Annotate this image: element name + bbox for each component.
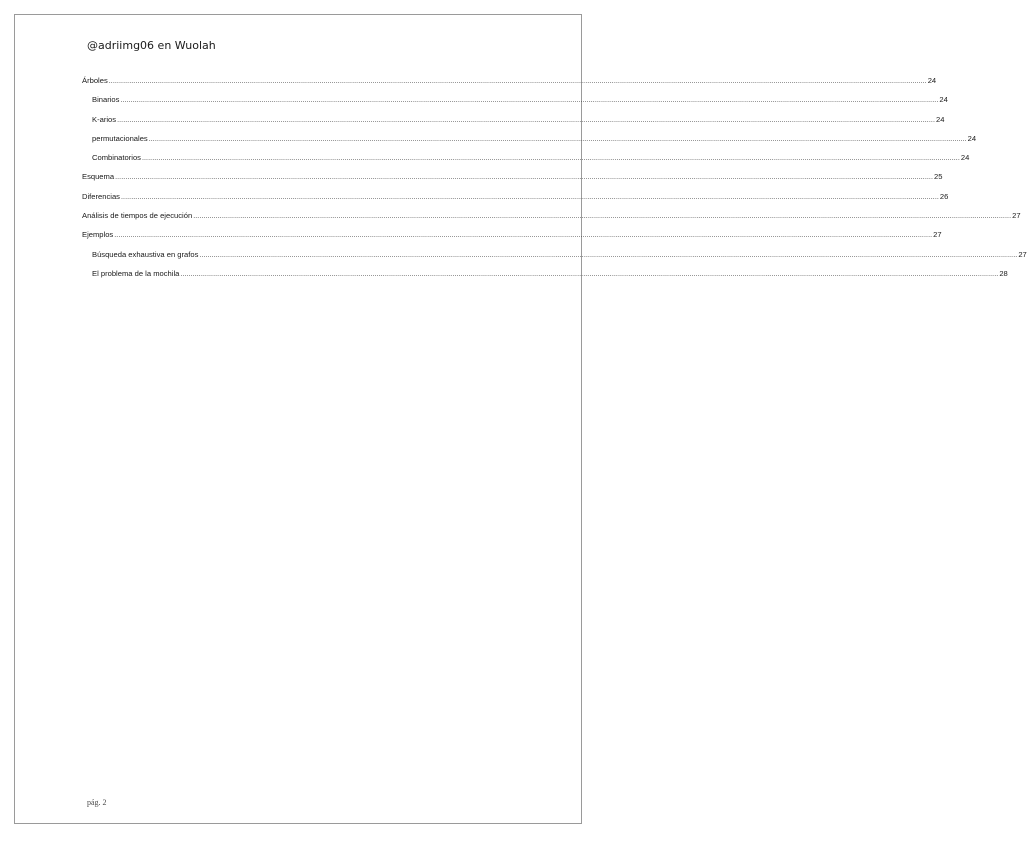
toc-entry-k-arios[interactable] bbox=[82, 110, 945, 129]
toc-entry-label: Árboles bbox=[82, 76, 108, 85]
toc-entry-page: 25 bbox=[934, 172, 943, 182]
toc-entry-label: Ejemplos bbox=[82, 230, 114, 240]
toc-leader-dots: ................................................................................................................................................................................................................................................................................................................................................................................................................ bbox=[141, 155, 960, 163]
toc-entry-page: 28 bbox=[999, 268, 1008, 278]
toc-leader-dots: ................................................................................................................................................................................................................................................................................................................................................................................................................ bbox=[193, 213, 1012, 221]
toc-entry-busqueda-exhaustiva[interactable] bbox=[82, 245, 1027, 264]
toc-entry-page: 27 bbox=[1012, 211, 1021, 221]
toc-leader-dots: ................................................................................................................................................................................................................................................................................................................................................................................................................ bbox=[114, 232, 933, 240]
toc-leader-dots: ................................................................................................................................................................................................................................................................................................................................................................................................................ bbox=[120, 193, 939, 201]
toc-entry-label: Esquema bbox=[82, 172, 115, 182]
toc-leader-dots: ................................................................................................................................................................................................................................................................................................................................................................................................................ bbox=[115, 174, 934, 182]
toc-entry-label: Combinatorios bbox=[92, 153, 141, 163]
toc-entry-arboles[interactable] bbox=[82, 71, 937, 90]
toc-entry-label: permutacionales bbox=[92, 133, 148, 143]
toc-entry-page: 26 bbox=[939, 191, 949, 201]
toc-entry-page: 24 bbox=[967, 133, 977, 143]
toc-entry-label: Binarios bbox=[92, 95, 120, 105]
toc-entry-page: 24 bbox=[936, 114, 945, 124]
toc-entry-ejemplos[interactable] bbox=[82, 225, 942, 244]
toc-leader-dots: ................................................................................................................................................................................................................................................................................................................................................................................................................ bbox=[120, 97, 939, 105]
toc-leader-dots: ................................................................................................................................................................................................................................................................................................................................................................................................................ bbox=[180, 270, 999, 278]
toc-entry-analisis[interactable] bbox=[82, 206, 1021, 225]
toc-entry-page: 27 bbox=[1018, 249, 1027, 259]
toc-leader-dots: ................................................................................................................................................................................................................................................................................................................................................................................................................ bbox=[117, 116, 935, 124]
table-of-contents bbox=[82, 71, 1027, 283]
toc-entry-page: 27 bbox=[933, 230, 942, 240]
toc-entry-page: 24 bbox=[939, 95, 948, 105]
toc-entry-binarios[interactable] bbox=[82, 90, 948, 109]
toc-entry-page: 24 bbox=[960, 153, 970, 163]
toc-entry-label: El problema de la mochila bbox=[92, 268, 180, 278]
toc-entry-esquema[interactable] bbox=[82, 167, 943, 186]
page-number: pág. 2 bbox=[87, 798, 107, 807]
toc-leader-dots: ................................................................................................................................................................................................................................................................................................................................................................................................................ bbox=[199, 251, 1018, 259]
toc-entry-label: Diferencias bbox=[82, 191, 120, 201]
toc-entry-label: Búsqueda exhaustiva en grafos bbox=[92, 249, 199, 259]
document-page bbox=[14, 14, 1027, 824]
toc-entry-label: Análisis de tiempos de ejecución bbox=[82, 211, 193, 221]
toc-leader-dots: ................................................................................................................................................................................................................................................................................................................................................................................................................ bbox=[108, 78, 927, 85]
toc-entry-combinatorios[interactable] bbox=[82, 148, 970, 167]
toc-entry-permutacionales[interactable] bbox=[82, 129, 977, 148]
toc-entry-diferencias[interactable] bbox=[82, 187, 949, 206]
toc-entry-mochila[interactable] bbox=[82, 264, 1008, 283]
toc-entry-label: K-arios bbox=[92, 114, 117, 124]
toc-entry-page: 24 bbox=[927, 76, 937, 85]
toc-leader-dots: ................................................................................................................................................................................................................................................................................................................................................................................................................ bbox=[148, 135, 967, 143]
watermark-text: @adriimg06 en Wuolah bbox=[87, 39, 216, 52]
